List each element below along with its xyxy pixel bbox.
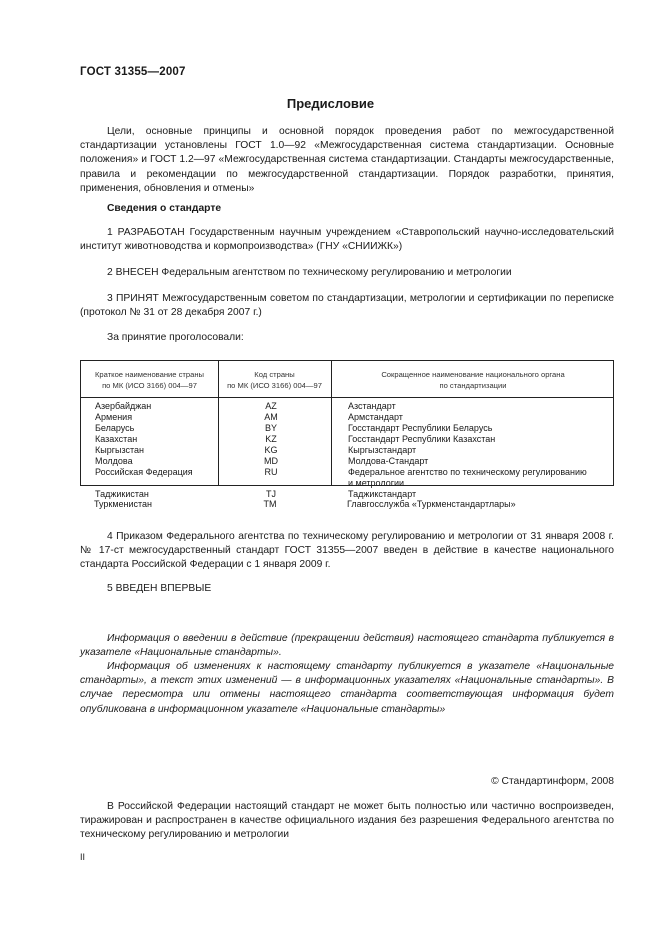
- voted-label: За принятие проголосовали:: [107, 332, 244, 343]
- copyright-notice: © Стандартинформ, 2008: [491, 776, 614, 787]
- standards-body: Федеральное агентство по техническому регулированию: [348, 467, 587, 477]
- standards-body: Молдова-Стандарт: [348, 456, 429, 466]
- notice-amendments: Информация об изменениях к настоящему стандарту публикуется в указателе «Национальные стандарты», а текст этих изменений — в информационных указателях «Национальные стандарты». В случае пересмотра или отмены настоящего стандарта соответствующая информация будет опубликована в информационном указателе «Национальные стандарты»: [80, 661, 614, 715]
- country-name: Азербайджан: [95, 401, 152, 411]
- table-header-body: Сокращенное наименование национального органа по стандартизации: [381, 370, 565, 390]
- country-name: Туркменистан: [94, 499, 153, 509]
- standards-body: Главгосслужба «Туркменстандартлары»: [347, 499, 516, 509]
- standards-body: Армстандарт: [348, 412, 403, 422]
- standards-body: Азстандарт: [348, 401, 396, 411]
- country-name: Беларусь: [95, 423, 135, 433]
- standards-body: Таджикстандарт: [348, 489, 417, 499]
- country-code: KG: [264, 445, 278, 455]
- voting-table: [80, 360, 614, 499]
- country-name: Казахстан: [95, 434, 138, 444]
- country-code: RU: [264, 467, 278, 477]
- notice-publication: Информация о введении в действие (прекращении действия) настоящего стандарта публикуется в указателе «Национальные стандарты».: [80, 633, 614, 659]
- standards-body: Госстандарт Республики Беларусь: [348, 423, 493, 433]
- country-code: AZ: [265, 401, 277, 411]
- country-code: TM: [263, 499, 277, 509]
- country-name: Армения: [95, 412, 133, 422]
- info-heading: Сведения о стандарте: [107, 203, 222, 214]
- rights-notice: В Российской Федерации настоящий стандарт не может быть полностью или частично воспроизведен, тиражирован и распространен в качестве официального издания без разрешения Федерального агентства по техническому регулированию и метрологии: [80, 801, 614, 841]
- item-5-introduced: 5 ВВЕДЕН ВПЕРВЫЕ: [107, 583, 212, 594]
- item-4-enacted: 4 Приказом Федерального агентства по техническому регулированию и метрологии от 31 января 2008 г. № 17-ст межгосударственный стандарт ГОСТ 31355—2007 введен в действие в качестве национального стандарта Российской Федерации с 1 января 2009 г.: [80, 531, 614, 571]
- page-title: Предисловие: [286, 96, 375, 111]
- country-code: AM: [264, 412, 278, 422]
- table-header-code: Код страны по МК (ИСО 3166) 004—97: [227, 370, 322, 390]
- standards-body: Госстандарт Республики Казахстан: [348, 434, 496, 444]
- page-number: II: [80, 852, 86, 862]
- standard-header: ГОСТ 31355—2007: [80, 66, 186, 78]
- item-1-developed: 1 РАЗРАБОТАН Государственным научным учреждением «Ставропольский научно-исследовательский институт животноводства и кормопроизводства» (ГНУ «СНИИЖК»): [80, 227, 614, 253]
- country-code: BY: [264, 423, 277, 433]
- country-code: MD: [264, 456, 278, 466]
- country-name: Российская Федерация: [95, 467, 193, 477]
- country-name: Кыргызстан: [95, 445, 144, 455]
- intro-paragraph: Цели, основные принципы и основной порядок проведения работ по межгосударственной стандартизации установлены ГОСТ 1.0—92 «Межгосударственная система стандартизации. Основные положения» и ГОСТ 1.2—97 «Межгосударственная система стандартизации. Стандарты межгосударственные, правила и рекомендации по межгосударственной стандартизации. Порядок разработки, принятия, применения, обновления и отмены»: [80, 126, 614, 194]
- country-name: Таджикистан: [95, 489, 149, 499]
- item-2-submitted: 2 ВНЕСЕН Федеральным агентством по техническому регулированию и метрологии: [107, 267, 512, 278]
- country-code: KZ: [265, 434, 277, 444]
- country-code: TJ: [266, 489, 276, 499]
- table-header-country: Краткое наименование страны по МК (ИСО 3166) 004—97: [95, 370, 204, 390]
- table-header-divider: [81, 397, 613, 398]
- standards-body-continued: и метрологии: [348, 478, 405, 488]
- standards-body: Кыргызстандарт: [348, 445, 417, 455]
- country-name: Молдова: [95, 456, 133, 466]
- item-3-adopted: 3 ПРИНЯТ Межгосударственным советом по стандартизации, метрологии и сертификации по переписке (протокол № 31 от 28 декабря 2007 г.): [80, 293, 614, 319]
